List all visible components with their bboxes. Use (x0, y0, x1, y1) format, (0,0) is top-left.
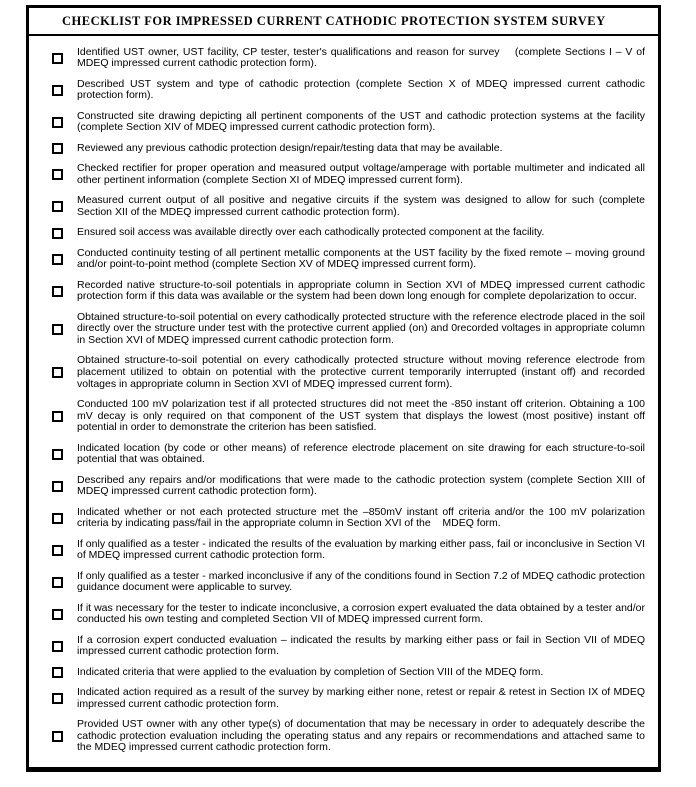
checkbox[interactable] (52, 324, 63, 335)
checklist-item (29, 601, 648, 626)
checkbox[interactable] (52, 577, 63, 588)
checklist-item (29, 354, 648, 390)
checklist-item (29, 77, 648, 102)
checklist-item (29, 246, 648, 271)
checklist-item (29, 227, 645, 239)
checklist-item-label: Described UST system and type of cathodic protection (complete Section X of MDEQ impressed current cathodic protection form). (77, 77, 648, 102)
checkbox[interactable] (52, 85, 63, 96)
checkbox[interactable] (52, 693, 63, 704)
checkbox[interactable] (52, 286, 63, 297)
checklist-item (29, 686, 648, 710)
checklist-item (29, 718, 648, 754)
checklist-items (29, 36, 658, 767)
checkbox[interactable] (52, 731, 63, 742)
checklist-item-label: Measured current output of all positive and negative circuits if the system was designed to allow for such (complete Section XII of the MDEQ impressed current cathodic protection form). (77, 194, 648, 218)
checkbox[interactable] (52, 545, 63, 556)
checklist-item-label: Constructed site drawing depicting all pertinent components of the UST and cathodic protection systems at the facility (complete Section XIV of MDEQ impressed current cathodic protection form). (77, 109, 648, 134)
checklist-item-label: Identified UST owner, UST facility, CP tester, tester's qualifications and reason for survey (complete Sections I – V of MDEQ impressed current cathodic protection form). (77, 45, 648, 70)
checklist-item (29, 310, 648, 347)
checklist-item (29, 398, 648, 434)
checklist-item-label: If a corrosion expert conducted evaluation – indicated the results by marking either pass or fail in Section VII of MDEQ impressed current cathodic protection form. (77, 633, 648, 658)
checkbox[interactable] (52, 169, 63, 180)
checkbox[interactable] (52, 641, 63, 652)
checkbox[interactable] (52, 254, 63, 265)
checklist-item (29, 143, 645, 155)
checkbox[interactable] (52, 667, 63, 678)
checkbox[interactable] (52, 609, 63, 620)
checklist-item (29, 441, 648, 466)
checklist-item-label: Reviewed any previous cathodic protection design/repair/testing data that may be available. (77, 141, 503, 154)
checklist-item (29, 537, 648, 562)
checklist-item (29, 109, 648, 134)
checklist-item (29, 633, 648, 658)
checklist-item-label: If it was necessary for the tester to indicate inconclusive, a corrosion expert evaluated the data obtained by a tester and/or conducted his own testing and completed Section VII of MDEQ impressed current form. (77, 601, 648, 626)
checklist-item-label: Conducted continuity testing of all pertinent metallic components at the UST facility by the fixed remote – moving ground and/or point-to-point method (complete Section XV of MDEQ impressed current form). (77, 246, 648, 271)
checklist-item-label: Conducted 100 mV polarization test if all protected structures did not meet the -850 instant off criterion. Obtaining a 100 mV decay is only required on that component of the UST system that displays the lowest (most positive) instant off potential in order to demonstrate the criterion has been satisfied. (77, 398, 648, 434)
checklist-item-label: Checked rectifier for proper operation and measured output voltage/amperage with portable multimeter and indicated all other pertinent information (complete Section XI of MDEQ impressed current form). (77, 162, 648, 186)
page-title: CHECKLIST FOR IMPRESSED CURRENT CATHODIC PROTECTION SYSTEM SURVEY (62, 13, 606, 28)
checklist-item-label: Indicated action required as a result of the survey by marking either none, retest or repair & retest in Section IX of MDEQ impressed current cathodic protection form. (77, 686, 648, 710)
checklist-item (29, 505, 648, 530)
checklist-item-label: If only qualified as a tester - indicated the results of the evaluation by marking either pass, fail or inconclusive in Section VI of MDEQ impressed current cathodic protection form. (77, 537, 648, 562)
checkbox[interactable] (52, 228, 63, 239)
checklist-item-label: Indicated criteria that were applied to the evaluation by completion of Section VIII of the MDEQ form. (77, 665, 544, 678)
checklist-item-label: Provided UST owner with any other type(s) of documentation that may be necessary in order to adequately describe the cathodic protection evaluation including the operating status and any repairs or recommendations and attached same to the MDEQ impressed current cathodic protection form. (77, 718, 648, 754)
document-title-bar (29, 8, 658, 36)
checklist-item-label: Obtained structure-to-soil potential on every cathodically protected structure without moving reference electrode from placement utilized to obtain on potential with the protective current temporarily interrupted (instant off) and recorded voltages in appropriate column in Section XVI of MDEQ impressed current form). (77, 354, 648, 390)
checkbox[interactable] (52, 411, 63, 422)
checklist-item (29, 569, 648, 594)
checklist-item-label: Indicated location (by code or other means) of reference electrode placement on site drawing for each structure-to-soil potential that was obtained. (77, 441, 648, 466)
checklist-item-label: Indicated whether or not each protected structure met the –850mV instant off criteria and/or the 100 mV polarization criteria by indicating pass/fail in the appropriate column in Section XVI of the MDEQ form. (77, 505, 648, 530)
checkbox[interactable] (52, 449, 63, 460)
checklist-item-label: If only qualified as a tester - marked inconclusive if any of the conditions found in Section 7.2 of MDEQ cathodic protection guidance document were applicable to survey. (77, 569, 648, 594)
checklist-item-label: Ensured soil access was available directly over each cathodically protected component at the facility. (77, 226, 545, 239)
checkbox[interactable] (52, 201, 63, 212)
checklist-document (26, 5, 661, 772)
checkbox[interactable] (52, 367, 63, 378)
checklist-item (29, 162, 648, 186)
checkbox[interactable] (52, 143, 63, 154)
checkbox[interactable] (52, 481, 63, 492)
checklist-item-label: Recorded native structure-to-soil potentials in appropriate column in Section XVI of MDEQ impressed current cathodic protection form if this data was available or the system had been down long enough for complete depolarization to occur. (77, 278, 648, 303)
checklist-item (29, 278, 648, 303)
checklist-item-label: Obtained structure-to-soil potential on every cathodically protected structure with the reference electrode placed in the soil directly over the structure under test with the protective current applied (on) and 0recorded voltages in appropriate column in Section XVI of MDEQ impressed current cathodic protection form. (77, 310, 648, 346)
checklist-item (29, 194, 648, 218)
checklist-item-label: Described any repairs and/or modifications that were made to the cathodic protection system (complete Section XIII of MDEQ impressed current cathodic protection form). (77, 473, 648, 498)
checklist-item (29, 45, 648, 70)
checkbox[interactable] (52, 53, 63, 64)
checkbox[interactable] (52, 513, 63, 524)
checklist-item (29, 667, 645, 679)
checklist-item (29, 473, 648, 498)
checkbox[interactable] (52, 117, 63, 128)
